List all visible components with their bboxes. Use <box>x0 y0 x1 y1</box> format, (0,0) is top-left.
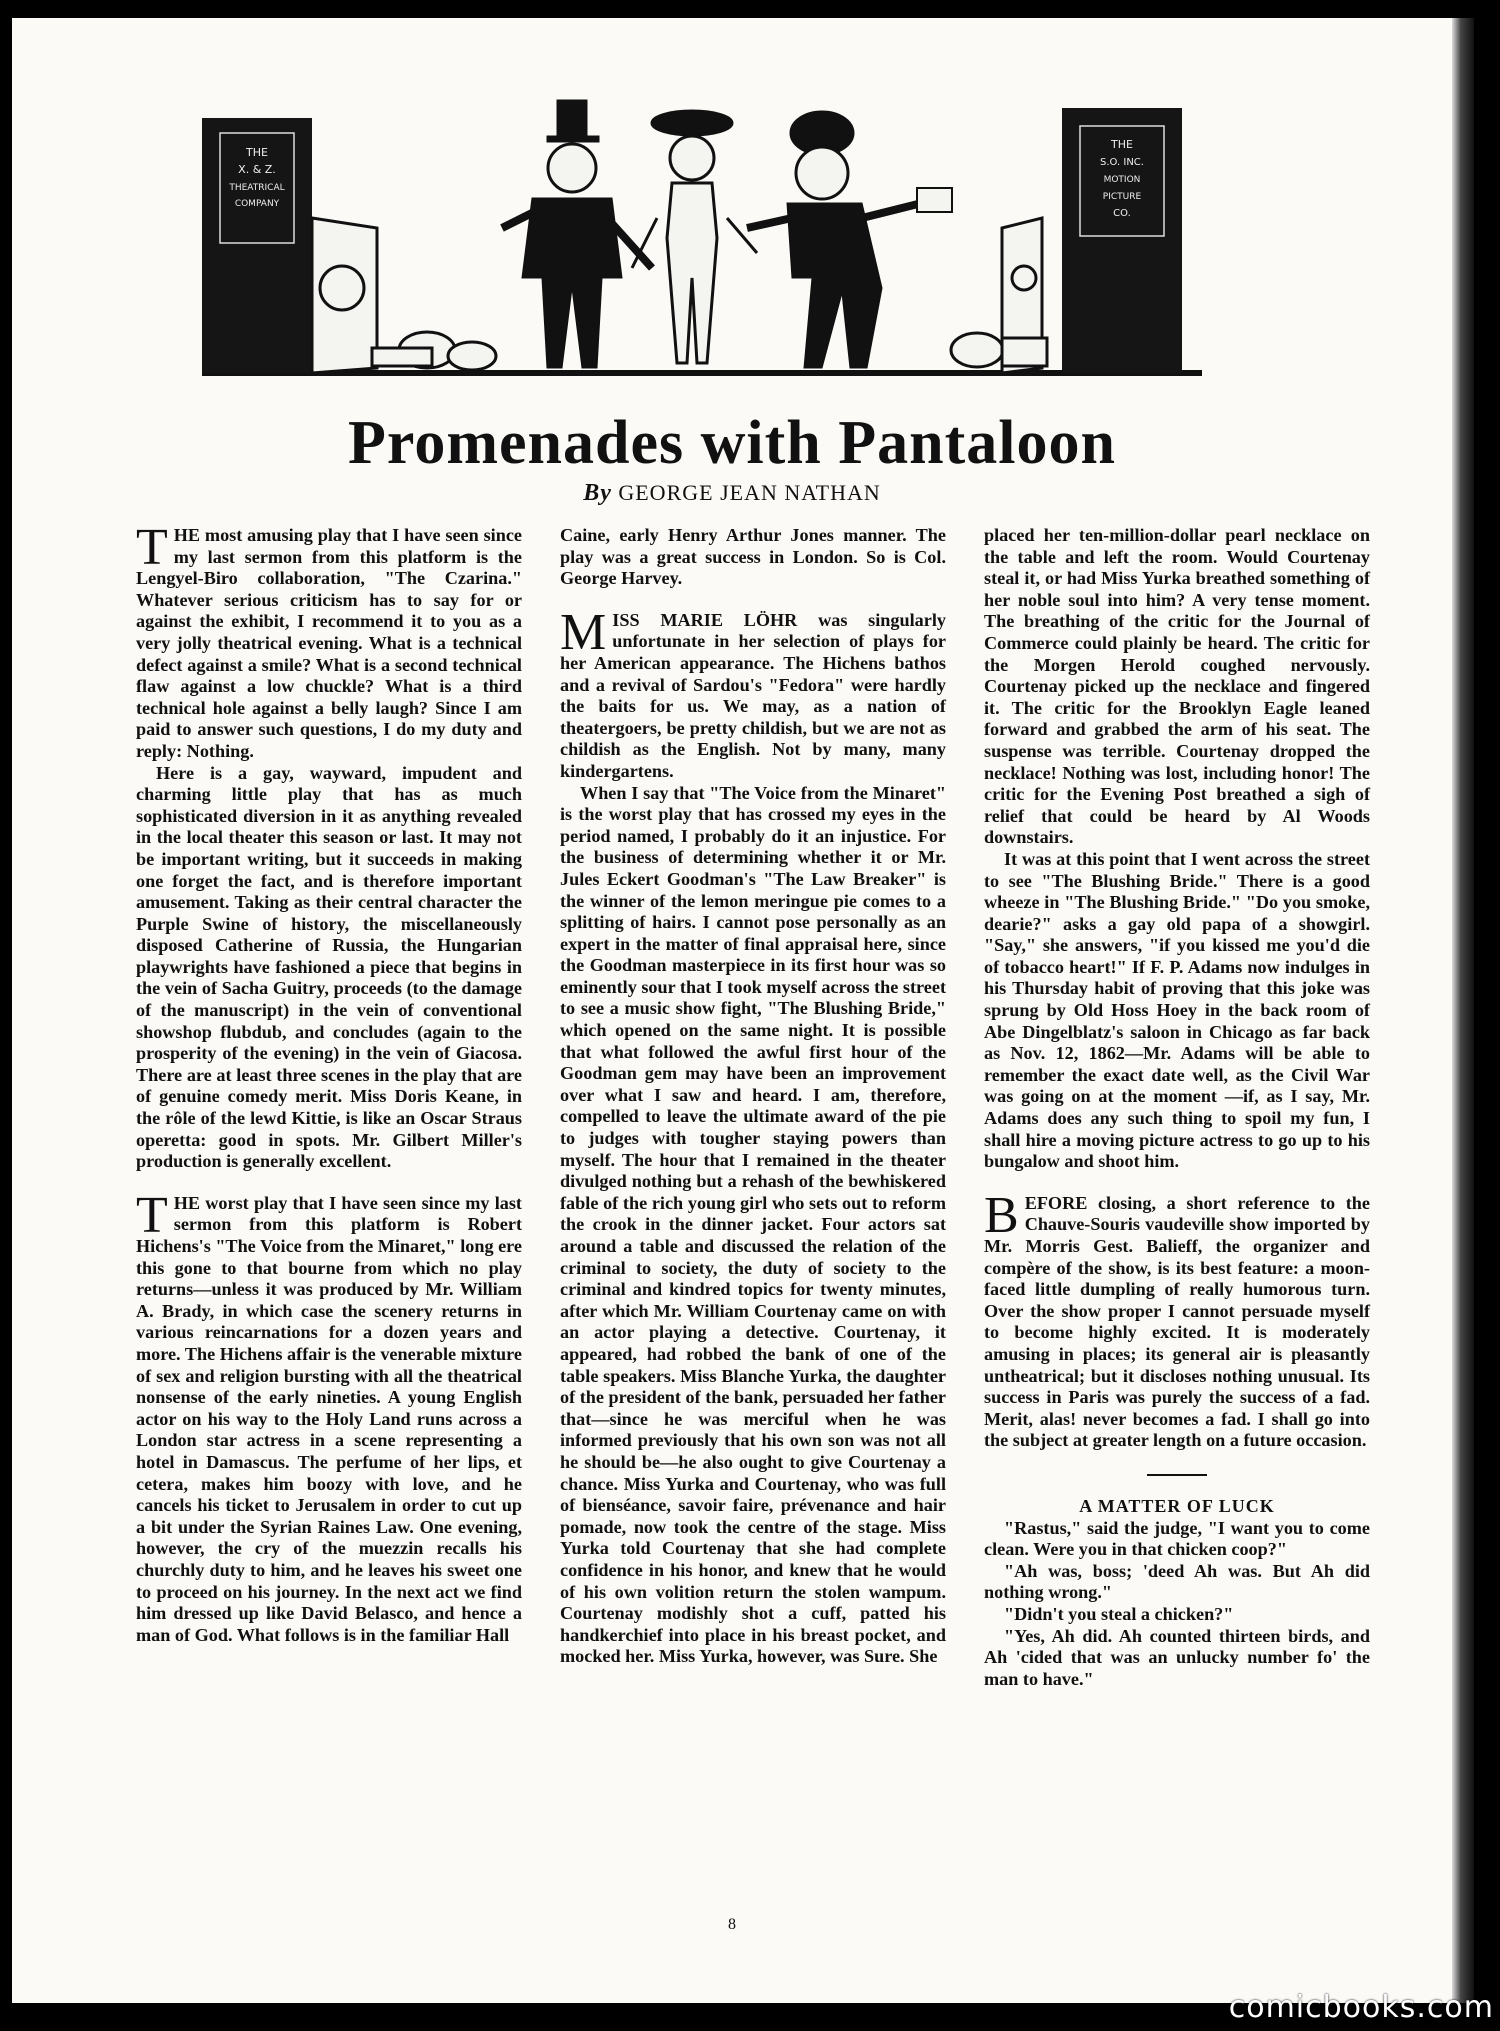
drop-cap: B <box>984 1186 1019 1244</box>
left-safe-icon <box>202 118 377 373</box>
right-safe-icon <box>1002 108 1182 373</box>
section-gap <box>560 590 946 610</box>
paragraph: When I say that "The Voice from the Minaret" is the worst play that has crossed my eyes in the period named, I probably do it an injustice. For the business of determining whether it or Mr. Jules Eckert Goodman's "The Law Breaker" is the winner of the lemon meringue pie comes to a splitting of hairs. I cannot pose personally as an expert in the matter of final appraisal here, since the Goodman masterpiece in its first hour was so eminently sour that I took myself across the street to see a music show fight, "The Blushing Bride," which opened on the same night. It is possible that what followed the awful first hour of the Goodman gem may have been an improvement over what I saw and heard. I am, therefore, compelled to leave the ultimate award of the pie to judges with tougher staying powers than myself. The hour that I remained in the theater divulged nothing but a rehash of the bewhiskered fable of the rich young girl who sets out to reform the crook in the dinner jacket. Four actors sat around a table and discussed the relation of the criminal to society, the duty of society to the criminal and kindred topics for twenty minutes, after which Mr. William Courtenay came on with an actor playing a detective. Courtenay, it appeared, had robbed the bank of one of the table speakers. Miss Blanche Yurka, the daughter of the president of the bank, persuaded her father that—since he was merciful when he was informed previously that his own son was not all he should be—he also ought to give Courtenay a chance. Miss Yurka and Courtenay, who was full of bienséance, savoir faire, prévenance and hair pomade, now took the centre of the stage. Miss Yurka told Courtenay that she had complete confidence in his honor, and knew that he would of his own volition return the stolen wampum. Courtenay modishly shot a cuff, patted his handkerchief into place in his breast pocket, and mocked her. Miss Yurka, however, was Sure. She <box>560 782 946 1667</box>
svg-text:X. & Z.: X. & Z. <box>238 163 276 176</box>
svg-text:THEATRICAL: THEATRICAL <box>229 183 285 193</box>
page-number: 8 <box>728 1916 736 1933</box>
paragraph: "Yes, Ah did. Ah counted thirteen birds, and Ah 'cided that was an unlucky number fo' the man to have." <box>984 1625 1370 1689</box>
svg-text:PICTURE: PICTURE <box>1102 192 1142 202</box>
byline <box>12 480 1452 507</box>
column-1 <box>136 519 522 1646</box>
paragraph: Caine, early Henry Arthur Jones manner. The play was a great success in London. So is Col. George Harvey. <box>560 525 946 589</box>
section-divider <box>1147 1474 1207 1476</box>
paragraph <box>136 1186 522 1646</box>
byline-by: By <box>583 480 612 506</box>
bowler-hat-man-figure <box>747 111 952 368</box>
top-hat-man-figure <box>502 100 652 368</box>
paragraph-text: EFORE closing, a short reference to the Chauve-Souris vaudeville show imported by Mr. Morris Gest. Balieff, the organizer and compère of the show, is its best feature: a moon-faced little dumpling of really humorous turn. Over the show proper I cannot persuade myself to become highly excited. It is moderately amusing in places; its general air is pleasantly untheatrical; but it discloses nothing unusual. Its success in Paris was purely the success of a fad. Merit, alas! never becomes a fad. I shall go into the subject at greater length on a future occasion. <box>984 1192 1370 1451</box>
svg-text:MOTION: MOTION <box>1103 175 1141 185</box>
page-fold-shadow <box>1452 18 1474 2003</box>
magazine-page <box>12 18 1474 2003</box>
paragraph: "Rastus," said the judge, "I want you to come clean. Were you in that chicken coop?" <box>984 1517 1370 1560</box>
column-2 <box>560 525 946 1668</box>
drop-cap: M <box>560 603 607 661</box>
column-3 <box>984 525 1370 1690</box>
paragraph: placed her ten-million-dollar pearl necklace on the table and left the room. Would Courtenay steal it, or had Miss Yurka breathed something of her noble soul into him? A very tense moment. The breathing of the critic for the Journal of Commerce could plainly be heard. The critic for the Morgen Herold coughed nervously. Courtenay picked up the necklace and fingered it. The critic for the Brooklyn Eagle leaned forward and grabbed the arm of his seat. The suspense was terrible. Courtenay dropped the necklace! Nothing was lost, including honor! The critic for the Evening Post breathed a sigh of relief that could be heard by Al Woods downstairs. <box>984 525 1370 848</box>
paragraph-text: HE most amusing play that I have seen since my last sermon from this platform is the Lengyel-Biro collaboration, "The Czarina." Whatever serious criticism has to say for or against the exhibit, I recommend it to you as a very jolly theatrical evening. What is a technical defect against a smile? What is a second technical flaw against a low chuckle? What is a third technical hole against a belly laugh? Since I am paid to answer such questions, I do my duty and reply: Nothing. <box>136 525 522 761</box>
svg-text:S.O. INC.: S.O. INC. <box>1100 157 1144 168</box>
article-title: Promenades with Pantaloon <box>348 409 1116 477</box>
paragraph: It was at this point that I went across the street to see "The Blushing Bride." There is a good wheeze in "The Blushing Bride." "Do you smoke, dearie?" asks a gay old papa of a showgirl. "Say," she answers, "if you kissed me you'd die of tobacco heart!" If F. P. Adams now indulges in his Thursday habit of proving that this joke was sprung by Old Hoss Hoey in the back room of Abe Dingelblatz's saloon in Chicago as far back as Nov. 12, 1862—Mr. Adams will be able to remember the exact date well, as the Civil War was going on at the moment —if, as I say, Mr. Adams does any such thing to spoil my fun, I shall hire a moving picture actress to go up to his bungalow and shoot him. <box>984 848 1370 1172</box>
svg-text:THE: THE <box>246 146 268 159</box>
filler-heading: A MATTER OF LUCK <box>1079 1495 1275 1516</box>
paragraph <box>984 1186 1370 1452</box>
drop-cap: T <box>136 519 168 576</box>
watermark: comicbooks.com <box>1228 1990 1494 2025</box>
paragraph <box>136 519 522 763</box>
woman-figure <box>632 111 757 363</box>
svg-text:THE: THE <box>1111 138 1133 151</box>
paragraph: Here is a gay, wayward, impudent and charming little play that has as much sophisticated diversion in it as anything revealed in the local theater this season or last. It may not be important writing, but it succeeds in making one forget the fact, and is therefore important amusement. Taking as their central character the Purple Swine of history, the miscellaneously disposed Catherine of Russia, the Hungarian playwrights have fashioned a piece that begins in the vein of Sacha Guitry, proceeds (to the damage of the manuscript) in the vein of conventional showshop flubdub, and concludes (again to the prosperity of the evening) in the vein of Giacosa. There are at least three scenes in the play that are of genuine comedy merit. Miss Doris Keane, in the rôle of the lewd Kittie, is like an Oscar Straus operetta: good in spots. Mr. Gilbert Miller's production is generally excellent. <box>136 762 522 1172</box>
paragraph: "Didn't you steal a chicken?" <box>1004 1603 1234 1624</box>
paragraph-text: ISS MARIE LÖHR was singularly unfortunate in her selection of plays for her American appearance. The Hichens bathos and a revival of Sardou's "Fedora" were hardly the baits for us. We may, as a nation of theatergoers, be pretty childish, but we are not as childish as the English. Not by many, many kindergartens. <box>560 609 946 781</box>
svg-text:CO.: CO. <box>1113 208 1131 219</box>
section-gap <box>136 1173 522 1193</box>
byline-author: GEORGE JEAN NATHAN <box>618 480 881 505</box>
svg-text:COMPANY: COMPANY <box>234 199 280 209</box>
drop-cap: T <box>136 1186 168 1244</box>
paragraph-text: HE worst play that I have seen since my last sermon from this platform is Robert Hichens's "The Voice from the Minaret," long ere this gone to that bourne from which no play returns—unless it was produced by Mr. William A. Brady, in which case the scenery returns in various reincarnations for a dozen years and more. The Hichens affair is the venerable mixture of sex and religion bursting with all the theatrical nonsense of the early nineties. A young English actor on his way to the Holy Land runs across a London star actress in a scene representing a hotel in Damascus. The perfume of her lips, et cetera, makes him boozy with love, and he cancels his ticket to Jerusalem in order to cut up a bit under the Syrian Raines Law. One evening, however, the cry of the muezzin recalls his churchly duty to him, and he leaves his sweet one to proceed on his journey. In the next act we find him dressed up like David Belasco, and hence a man of God. What follows is in the familiar Hall <box>136 1192 522 1645</box>
money-bags-right-icon <box>951 333 1047 367</box>
paragraph: "Ah was, boss; 'deed Ah was. But Ah did nothing wrong." <box>984 1560 1370 1603</box>
paragraph <box>560 603 946 783</box>
money-bags-left-icon <box>372 332 496 370</box>
header-illustration <box>202 78 1202 408</box>
section-gap <box>984 1173 1370 1193</box>
